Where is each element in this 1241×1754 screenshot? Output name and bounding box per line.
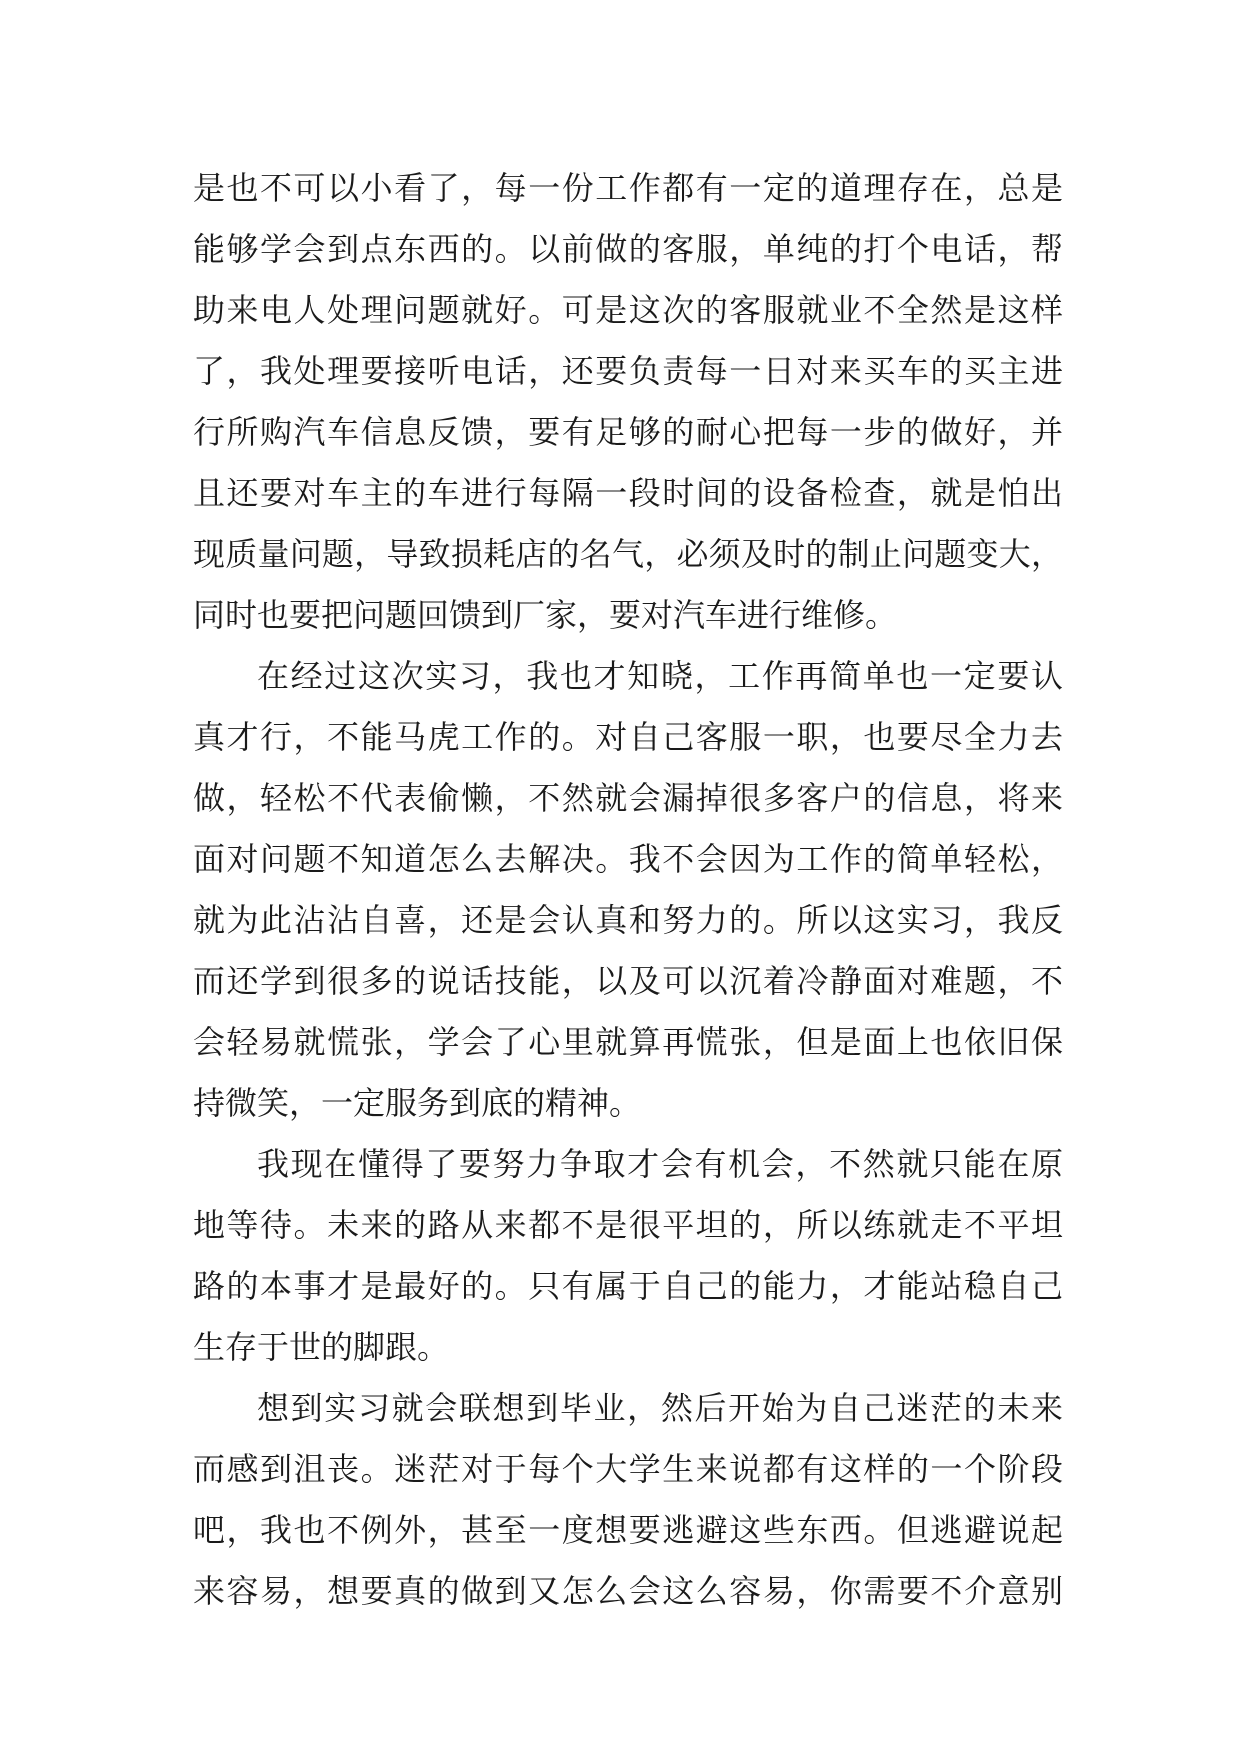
text-line: 地等待。未来的路从来都不是很平坦的，所以练就走不平坦 [193,1206,1063,1244]
text-line: 是也不可以小看了，每一份工作都有一定的道理存在，总是 [193,169,1063,207]
text-line: 面对问题不知道怎么去解决。我不会因为工作的简单轻松， [193,840,1063,878]
text-line: 了，我处理要接听电话，还要负责每一日对来买车的买主进 [193,352,1063,390]
text-line: 我现在懂得了要努力争取才会有机会，不然就只能在原 [257,1145,1063,1183]
text-line: 同时也要把问题回馈到厂家，要对汽车进行维修。 [193,596,898,634]
text-line: 生存于世的脚跟。 [193,1328,450,1366]
text-line: 来容易，想要真的做到又怎么会这么容易，你需要不介意别 [193,1572,1063,1610]
text-line: 且还要对车主的车进行每隔一段时间的设备检查，就是怕出 [193,474,1063,512]
paragraph [193,158,1063,646]
paragraph [193,646,1063,1134]
text-line: 助来电人处理问题就好。可是这次的客服就业不全然是这样 [193,291,1063,329]
text-line: 会轻易就慌张，学会了心里就算再慌张，但是面上也依旧保 [193,1023,1063,1061]
text-line: 真才行，不能马虎工作的。对自己客服一职，也要尽全力去 [193,718,1063,756]
body-text [193,158,1063,1622]
text-line: 行所购汽车信息反馈，要有足够的耐心把每一步的做好，并 [193,413,1063,451]
text-line: 就为此沾沾自喜，还是会认真和努力的。所以这实习，我反 [193,901,1063,939]
paragraph [193,1378,1063,1622]
text-line: 在经过这次实习，我也才知晓，工作再简单也一定要认 [257,657,1063,695]
text-line: 而还学到很多的说话技能，以及可以沉着冷静面对难题，不 [193,962,1063,1000]
text-line: 持微笑，一定服务到底的精神。 [193,1084,642,1122]
paragraph [193,1134,1063,1378]
text-line: 能够学会到点东西的。以前做的客服，单纯的打个电话，帮 [193,230,1063,268]
text-line: 路的本事才是最好的。只有属于自己的能力，才能站稳自己 [193,1267,1063,1305]
text-line: 而感到沮丧。迷茫对于每个大学生来说都有这样的一个阶段 [193,1450,1063,1488]
text-line: 现质量问题，导致损耗店的名气，必须及时的制止问题变大， [193,535,1063,573]
text-line: 吧，我也不例外，甚至一度想要逃避这些东西。但逃避说起 [193,1511,1063,1549]
text-line: 做，轻松不代表偷懒，不然就会漏掉很多客户的信息，将来 [193,779,1063,817]
text-line: 想到实习就会联想到毕业，然后开始为自己迷茫的未来 [257,1389,1063,1427]
